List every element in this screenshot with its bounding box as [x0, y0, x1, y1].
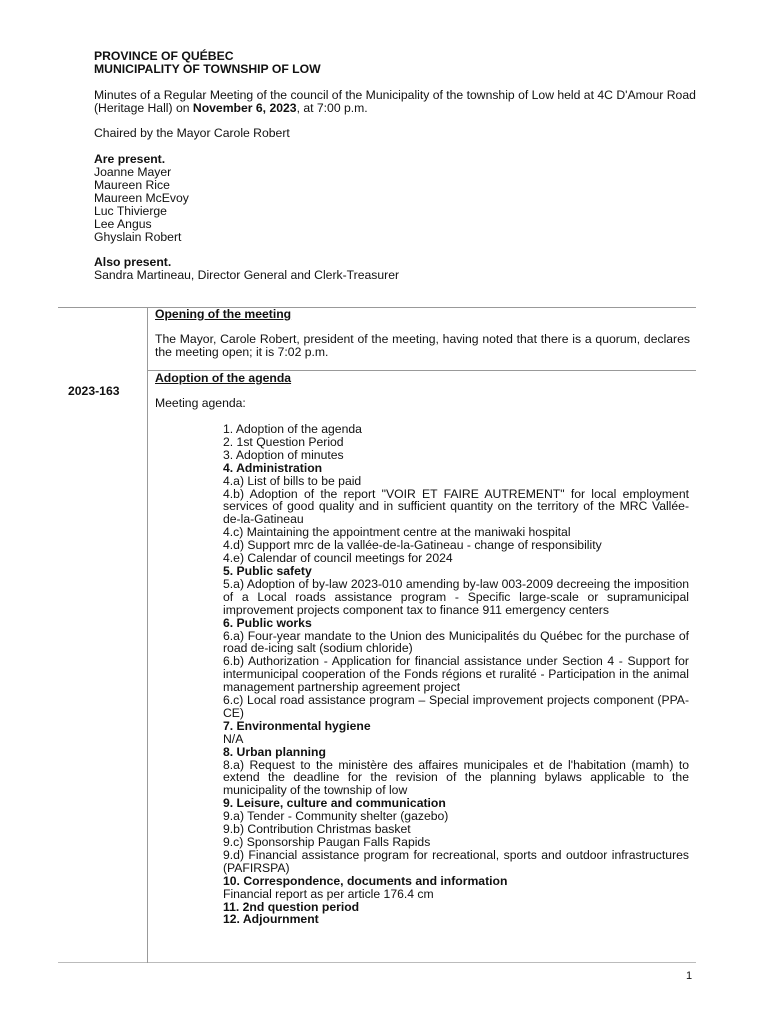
agenda-item: 6.b) Authorization - Application for financial assistance under Section 4 - Support for intermunicipal cooperation of the Fonds régions et ruralité - Participation in the animal management partnership agreement project: [223, 654, 689, 695]
also-present-text: Sandra Martineau, Director General and Clerk-Treasurer: [94, 268, 400, 282]
agenda-item: 8. Urban planning: [223, 744, 326, 759]
agenda-item: 8.a) Request to the ministère des affaires municipales et de l'habitation (mamh) to extend the deadline for the revision of the planning bylaws applicable to the municipality of the township of low: [223, 757, 689, 798]
present-member: Joanne Mayer: [94, 165, 172, 179]
page-number: 1: [686, 970, 693, 982]
agenda-item: 1. Adoption of the agenda: [223, 422, 362, 436]
agenda-item: 12. Adjournment: [223, 912, 319, 927]
agenda-item: 7. Environmental hygiene: [223, 718, 371, 733]
intro-time: , at 7:00 p.m.: [296, 101, 368, 115]
table-top-rule: [58, 307, 696, 308]
agenda-title: Adoption of the agenda: [155, 371, 292, 385]
agenda-item: 2. 1st Question Period: [223, 434, 344, 449]
province-heading: PROVINCE OF QUÉBEC: [94, 49, 234, 63]
table-column-divider: [147, 307, 148, 963]
agenda-item: 10. Correspondence, documents and information: [223, 873, 508, 888]
present-member: Lee Angus: [94, 217, 152, 231]
agenda-item: 9.d) Financial assistance program for recreational, sports and outdoor infrastructures (PAFIRSPA): [223, 847, 689, 875]
agenda-item: 4.b) Adoption of the report "VOIR ET FAIRE AUTREMENT" for local employment services of good quality and in sufficient quantity on the territory of the MRC Vallée-de-la-Gatineau: [223, 486, 689, 527]
present-list: [94, 153, 704, 244]
meeting-date: November 6, 2023: [192, 101, 297, 115]
agenda-item: 9.b) Contribution Christmas basket: [223, 822, 411, 837]
agenda-item: 4.d) Support mrc de la vallée-de-la-Gatineau - change of responsibility: [223, 538, 602, 553]
also-present: [94, 256, 704, 282]
table-bottom-rule: [58, 962, 696, 963]
present-member: Maureen McEvoy: [94, 191, 189, 205]
agenda-item: Financial report as per article 176.4 cm: [223, 886, 434, 901]
agenda-item: 3. Adoption of minutes: [223, 447, 344, 462]
minutes-table: [58, 307, 696, 962]
agenda-intro: Meeting agenda:: [155, 396, 246, 410]
agenda-item: 5.a) Adoption of by-law 2023-010 amending by-law 003-2009 decreeing the imposition of a Local roads assistance program - Specific large-scale or supramunicipal improvement projects component tax to finance 911 emergency centers: [223, 576, 689, 617]
agenda-item: 6.c) Local road assistance program – Special improvement projects component (PPA-CE): [223, 693, 689, 720]
intro-text: Minutes of a Regular Meeting of the council of the Municipality of the township of Low held at 4C D'Amour Road (Heritage Hall) on: [94, 88, 696, 115]
opening-title: Opening of the meeting: [155, 307, 292, 321]
agenda-item: 4.c) Maintaining the appointment centre at the maniwaki hospital: [223, 525, 571, 540]
agenda-item: 6. Public works: [223, 615, 312, 630]
document-header: [94, 50, 704, 76]
opening-text: The Mayor, Carole Robert, president of the meeting, having noted that there is a quorum, declares the meeting open; it is 7:02 p.m.: [155, 332, 690, 359]
present-heading: Are present.: [94, 152, 166, 166]
agenda-item: 4.e) Calendar of council meetings for 2024: [223, 551, 453, 566]
agenda-item: 9. Leisure, culture and communication: [223, 796, 446, 811]
agenda-item: 6.a) Four-year mandate to the Union des Municipalités du Québec for the purchase of road de-icing salt (sodium chloride): [223, 628, 689, 656]
agenda-item: N/A: [223, 731, 244, 746]
agenda-item: 11. 2nd question period: [223, 899, 360, 914]
also-present-heading: Also present.: [94, 255, 172, 269]
municipality-heading: MUNICIPALITY OF TOWNSHIP OF LOW: [94, 62, 321, 76]
agenda-item: 4.a) List of bills to be paid: [223, 473, 362, 488]
agenda-item: 9.c) Sponsorship Paugan Falls Rapids: [223, 835, 431, 849]
agenda-item: 5. Public safety: [223, 563, 312, 578]
resolution-number: 2023-163: [68, 384, 120, 398]
agenda-list: [223, 423, 689, 926]
present-member: Ghyslain Robert: [94, 230, 182, 244]
present-member: Luc Thivierge: [94, 204, 167, 218]
intro-paragraph: [94, 89, 704, 115]
present-member: Maureen Rice: [94, 178, 170, 192]
agenda-item: 4. Administration: [223, 460, 323, 475]
chaired-by: Chaired by the Mayor Carole Robert: [94, 126, 290, 140]
agenda-item: 9.a) Tender - Community shelter (gazebo): [223, 809, 449, 824]
